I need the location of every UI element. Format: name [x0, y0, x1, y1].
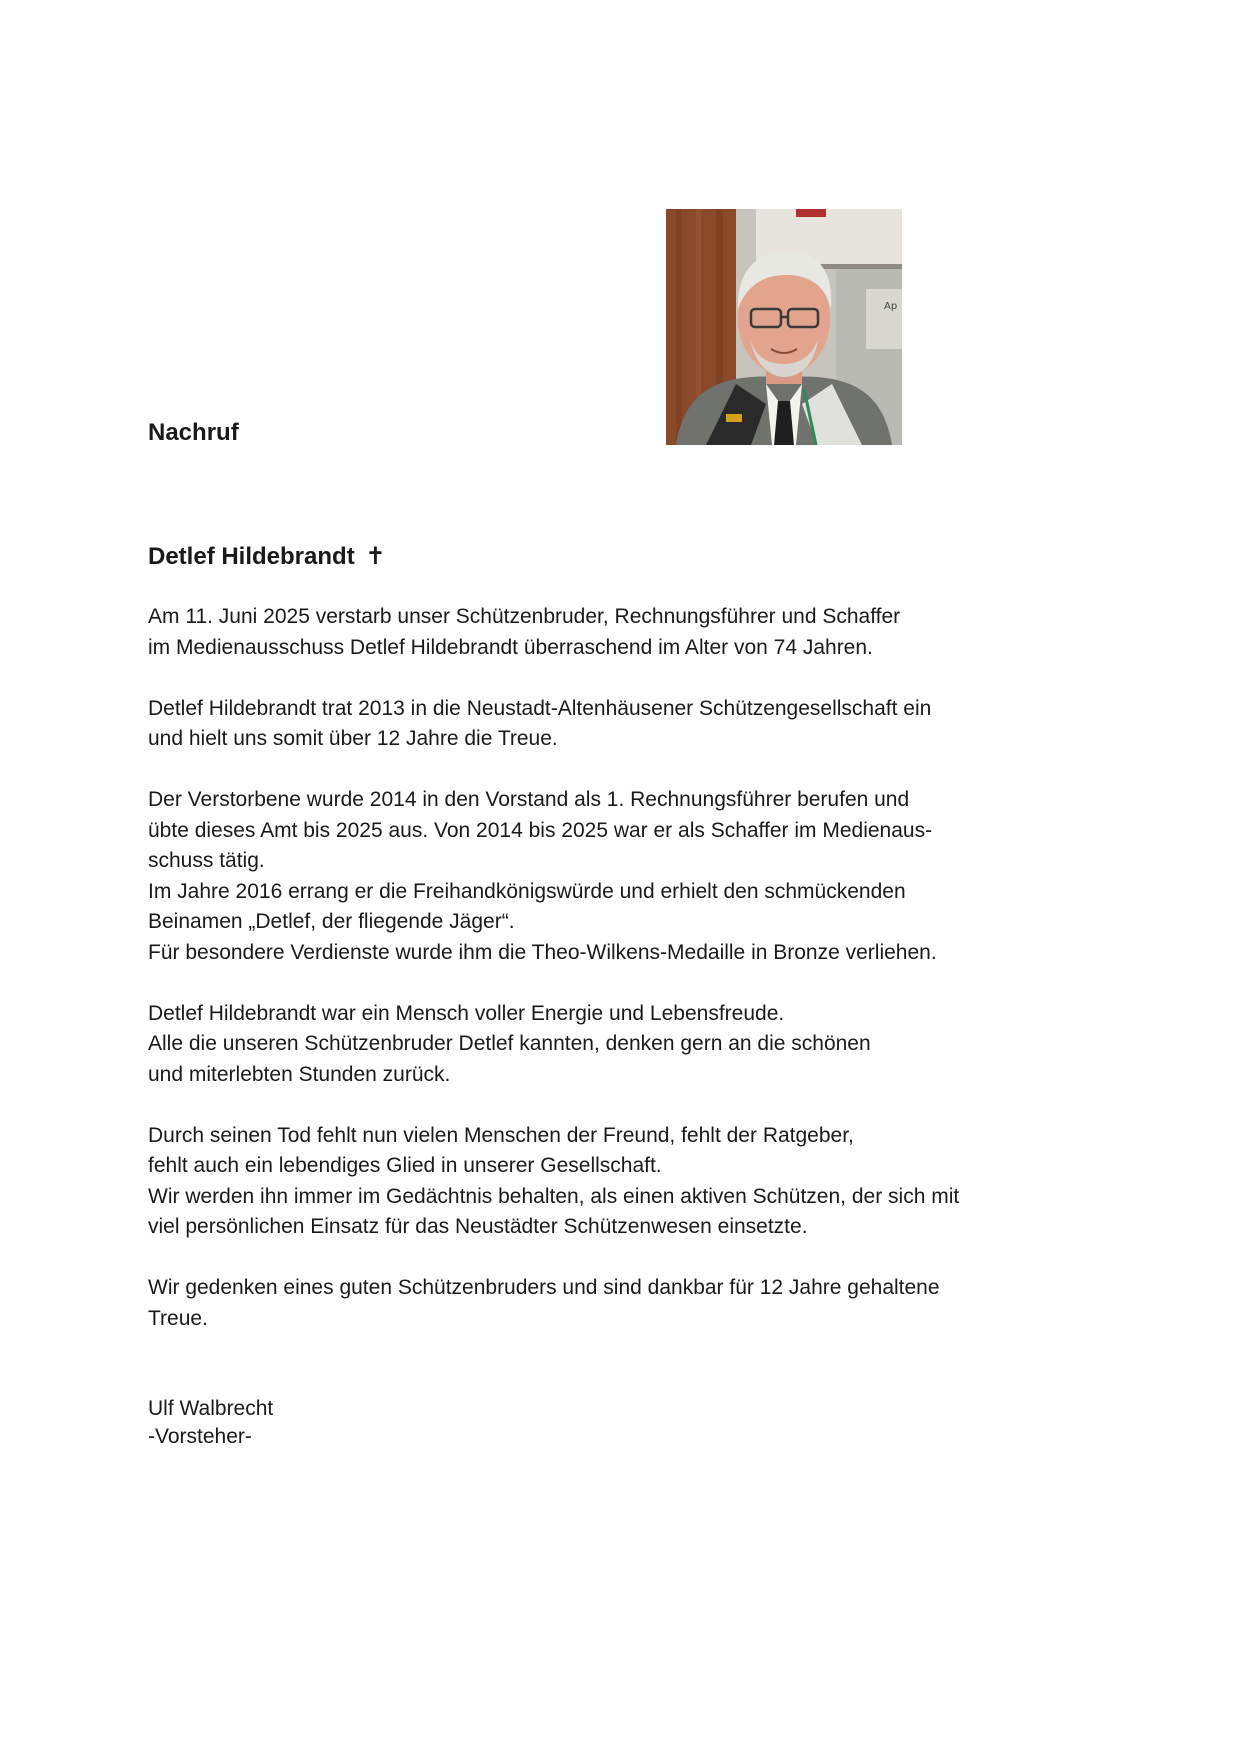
paragraph-line: viel persönlichen Einsatz für das Neustädter Schützenwesen einsetzte. [148, 1215, 808, 1238]
paragraph-line: fehlt auch ein lebendiges Glied in unserer Gesellschaft. [148, 1154, 662, 1177]
portrait-photo [666, 209, 902, 445]
paragraph-line: Wir werden ihn immer im Gedächtnis behalten, als einen aktiven Schützen, der sich mit [148, 1184, 960, 1208]
paragraph [148, 785, 1088, 968]
paragraph [148, 694, 1088, 755]
paragraph-line: Durch seinen Tod fehlt nun vielen Menschen der Freund, fehlt der Ratgeber, [148, 1123, 854, 1147]
paragraph-line: Für besondere Verdienste wurde ihm die Theo-Wilkens-Medaille in Bronze verliehen. [148, 940, 937, 964]
paragraph-line: und miterlebten Stunden zurück. [148, 1062, 451, 1086]
paragraph-line: Beinamen „Detlef, der fliegende Jäger“. [148, 910, 515, 933]
svg-text:Ap: Ap [884, 301, 898, 312]
paragraph-line: Am 11. Juni 2025 verstarb unser Schützenbruder, Rechnungsführer und Schaffer [148, 605, 901, 628]
paragraph-line: Detlef Hildebrandt war ein Mensch voller Energie und Lebensfreude. [148, 1001, 785, 1025]
deceased-name-heading [148, 542, 385, 572]
paragraph-line: Wir gedenken eines guten Schützenbruders und sind dankbar für 12 Jahre gehaltene [148, 1276, 940, 1299]
paragraph-line: im Medienausschuss Detlef Hildebrandt überraschend im Alter von 74 Jahren. [148, 635, 873, 659]
paragraph [148, 1121, 1088, 1243]
paragraph-line: Der Verstorbene wurde 2014 in den Vorstand als 1. Rechnungsführer berufen und [148, 788, 910, 811]
signature-title: -Vorsteher- [148, 1425, 252, 1448]
cross-icon: ✝ [365, 543, 386, 570]
paragraph-line: Detlef Hildebrandt trat 2013 in die Neustadt-Altenhäusener Schützengesellschaft ein [148, 696, 932, 720]
paragraph-line: Alle die unseren Schützenbruder Detlef kannten, denken gern an die schönen [148, 1032, 871, 1055]
obituary-body [148, 602, 1088, 1365]
deceased-name: Detlef Hildebrandt [148, 543, 355, 570]
paragraph [148, 999, 1088, 1091]
paragraph [148, 602, 1088, 663]
paragraph [148, 1273, 1088, 1334]
signature-name: Ulf Walbrecht [148, 1397, 274, 1420]
paragraph-line: Treue. [148, 1306, 208, 1330]
page-title: Nachruf [148, 419, 239, 446]
paragraph-line: übte dieses Amt bis 2025 aus. Von 2014 bis 2025 war er als Schaffer im Medienaus- [148, 818, 933, 842]
signature-block [148, 1395, 273, 1451]
paragraph-line: und hielt uns somit über 12 Jahre die Treue. [148, 727, 558, 750]
paragraph-line: schuss tätig. [148, 849, 265, 872]
portrait-photo-image [666, 209, 902, 445]
paragraph-line: Im Jahre 2016 errang er die Freihandkönigswürde und erhielt den schmückenden [148, 879, 906, 903]
